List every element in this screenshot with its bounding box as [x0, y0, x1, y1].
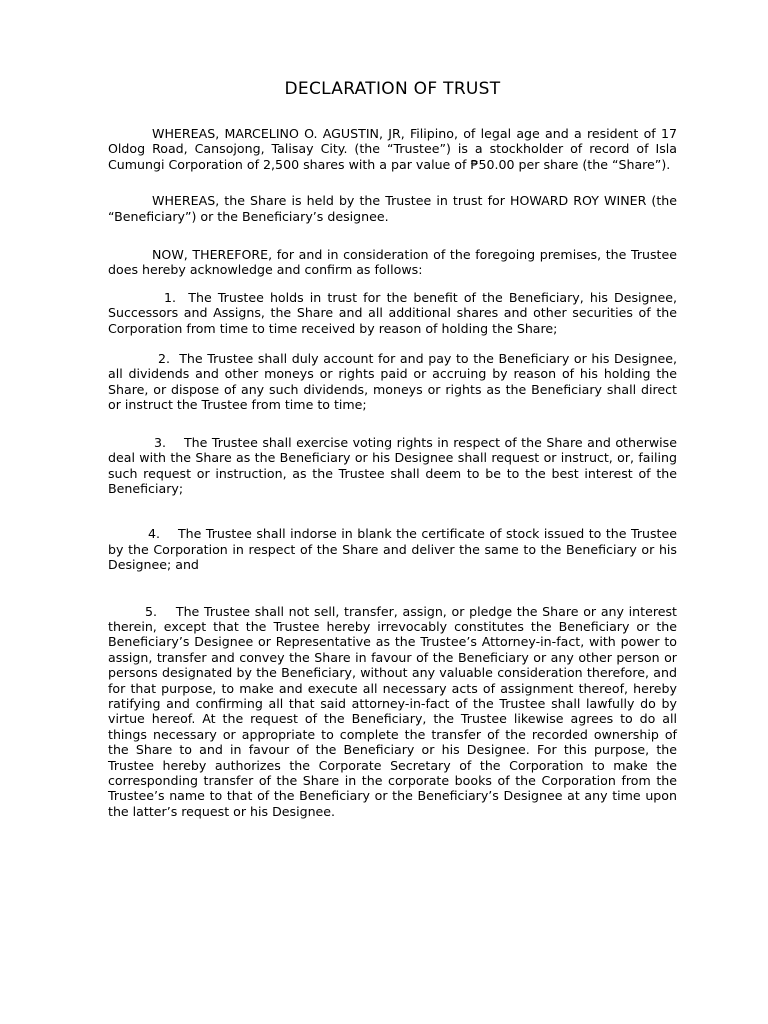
item-text: The Trustee holds in trust for the benefit of the Beneficiary, his Designee, Successors and Assigns, the Share and all additional shares and other securities of the Corporation from time to time received by reason of holding the Share; [108, 289, 677, 336]
now-therefore-paragraph: NOW, THEREFORE, for and in consideration of the foregoing premises, the Trustee does hereby acknowledge and confirm as follows: [108, 247, 677, 278]
whereas-paragraph-1: WHEREAS, MARCELINO O. AGUSTIN, JR, Filipino, of legal age and a resident of 17 Oldog Road, Cansojong, Talisay City. (the “Trustee”) is a stockholder of record of Isla Cumungi Corporation of 2,500 shares with a par value of ₱50.00 per share (the “Share”). [108, 126, 677, 172]
document-page [108, 78, 677, 819]
numbered-item-3 [108, 435, 677, 497]
item-number: 4. [148, 526, 161, 542]
item-text: The Trustee shall exercise voting rights in respect of the Share and otherwise deal with the Share as the Beneficiary or his Designee shall request or instruct, or, failing such request or instruction, as the Trustee shall deem to be to the best interest of the Beneficiary; [108, 434, 677, 496]
item-text: The Trustee shall not sell, transfer, assign, or pledge the Share or any interest therein, except that the Trustee hereby irrevocably constitutes the Beneficiary or the Beneficiary’s Designee or Representative as the Trustee’s Attorney-in-fact, with power to assign, transfer and convey the Share in favour of the Beneficiary or any other person or persons designated by the Beneficiary, without any valuable consideration therefore, and for that purpose, to make and execute all necessary acts of assignment thereof, hereby ratifying and confirming all that said attorney-in-fact of the Trustee shall lawfully do by virtue hereof. At the request of the Beneficiary, the Trustee likewise agrees to do all things necessary or appropriate to complete the transfer of the recorded ownership of the Share to and in favour of the Beneficiary or his Designee. For this purpose, the Trustee hereby authorizes the Corporate Secretary of the Corporation to make the corresponding transfer of the Share in the corporate books of the Corporation from the Trustee’s name to that of the Beneficiary or the Beneficiary’s Designee at any time upon the latter’s request or his Designee. [108, 603, 677, 819]
numbered-item-5 [108, 604, 677, 820]
item-number: 3. [154, 434, 167, 450]
item-number: 1. [164, 289, 177, 305]
item-text: The Trustee shall indorse in blank the certificate of stock issued to the Trustee by the Corporation in respect of the Share and deliver the same to the Beneficiary or his Designee; and [108, 526, 677, 573]
whereas-paragraph-2: WHEREAS, the Share is held by the Trustee in trust for HOWARD ROY WINER (the “Beneficiary”) or the Beneficiary’s designee. [108, 193, 677, 224]
item-number: 5. [145, 603, 158, 619]
item-text: The Trustee shall duly account for and pay to the Beneficiary or his Designee, all dividends and other moneys or rights paid or accruing by reason of his holding the Share, or dispose of any such dividends, moneys or rights as the Beneficiary shall direct or instruct the Trustee from time to time; [108, 351, 677, 413]
numbered-item-1 [108, 290, 677, 336]
document-title: DECLARATION OF TRUST [284, 79, 501, 99]
numbered-item-4 [108, 526, 677, 572]
numbered-item-2 [108, 351, 677, 413]
item-number: 2. [158, 351, 171, 367]
